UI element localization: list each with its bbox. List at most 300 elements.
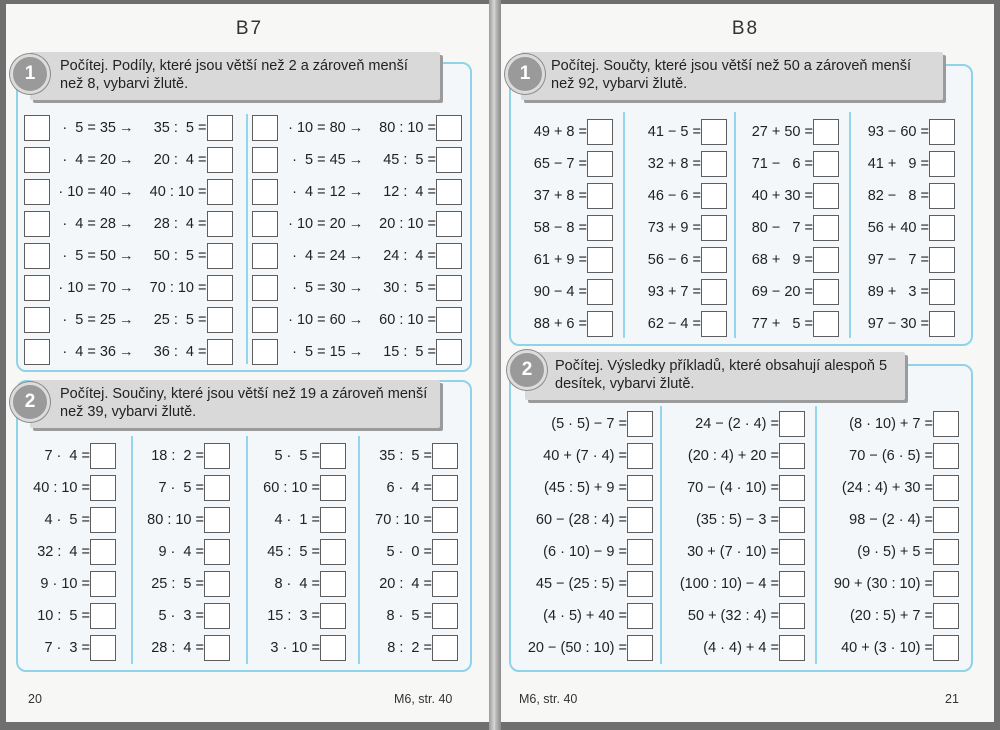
arrow-icon: → <box>119 184 134 200</box>
exercise-row <box>737 311 839 337</box>
exercise-row <box>511 183 613 209</box>
equation-text: · 5 = 35 <box>62 120 116 136</box>
answer-box[interactable] <box>933 411 959 437</box>
answer-box[interactable] <box>436 115 462 141</box>
equation-text: 93 − 60 = <box>867 124 929 140</box>
answer-box[interactable] <box>929 183 955 209</box>
answer-box[interactable] <box>207 211 233 237</box>
exercise-row <box>250 507 346 533</box>
equation-text: 77 + 5 = <box>751 316 813 332</box>
answer-box[interactable] <box>933 571 959 597</box>
equation-text: 12 : 4 = <box>383 184 436 200</box>
equation-text: 4 · 1 = <box>274 512 320 528</box>
equation-text: (35 : 5) − 3 = <box>695 512 779 528</box>
equation-text: 70 : 10 = <box>375 512 432 528</box>
equation-text: 40 + (7 · 4) = <box>543 448 627 464</box>
book-gutter <box>489 0 501 730</box>
answer-box[interactable] <box>627 635 653 661</box>
exercise-row <box>513 475 653 501</box>
exercise-row <box>513 571 653 597</box>
page-title: B8 <box>731 18 760 39</box>
equation-text: 97 − 30 = <box>867 316 929 332</box>
task-instruction: Počítej. Podíly, které jsou větší než 2 a zároveň menší než 8, vybarvi žlutě. <box>30 52 440 100</box>
exercise-row <box>134 475 230 501</box>
exercise-row <box>853 183 955 209</box>
equation-text: 24 : 4 = <box>383 248 436 264</box>
answer-box[interactable] <box>90 507 116 533</box>
exercise-row <box>819 443 959 469</box>
exercise-row <box>819 603 959 629</box>
answer-box[interactable] <box>320 603 346 629</box>
equation-text: (100 : 10) − 4 = <box>679 576 779 592</box>
equation-text: · 5 = 45 <box>292 152 346 168</box>
column-divider <box>246 436 248 664</box>
exercise-row <box>24 339 240 365</box>
answer-box[interactable] <box>779 411 805 437</box>
answer-box[interactable] <box>929 151 955 177</box>
exercise-row <box>513 411 653 437</box>
equation-text: 45 : 5 = <box>383 152 436 168</box>
answer-box[interactable] <box>24 243 50 269</box>
column-divider <box>246 114 248 364</box>
answer-box[interactable] <box>24 211 50 237</box>
answer-box[interactable] <box>587 279 613 305</box>
exercise-row <box>625 215 727 241</box>
exercise-row <box>737 183 839 209</box>
answer-box[interactable] <box>252 275 278 301</box>
answer-box[interactable] <box>320 475 346 501</box>
answer-box[interactable] <box>627 507 653 533</box>
exercise-row <box>24 179 240 205</box>
exercise-row <box>20 475 116 501</box>
exercise-row <box>625 247 727 273</box>
answer-box[interactable] <box>24 179 50 205</box>
exercise-row <box>511 151 613 177</box>
equation-text: 41 + 9 = <box>867 156 929 172</box>
exercise-row <box>362 507 458 533</box>
answer-box[interactable] <box>701 215 727 241</box>
exercise-row <box>362 443 458 469</box>
answer-box[interactable] <box>701 311 727 337</box>
exercise-row <box>665 635 805 661</box>
exercise-row <box>625 311 727 337</box>
answer-box[interactable] <box>627 603 653 629</box>
equation-text: (9 · 5) + 5 = <box>857 544 933 560</box>
arrow-icon: → <box>119 280 134 296</box>
answer-box[interactable] <box>933 603 959 629</box>
arrow-icon: → <box>119 216 134 232</box>
exercise-row <box>20 507 116 533</box>
arrow-icon: → <box>348 344 364 360</box>
footer-reference: M6, str. 40 <box>394 692 453 706</box>
column-divider <box>660 406 662 664</box>
answer-box[interactable] <box>320 635 346 661</box>
answer-box[interactable] <box>587 247 613 273</box>
task-number-badge: 2 <box>10 382 50 422</box>
exercise-row <box>252 211 462 237</box>
answer-box[interactable] <box>207 243 233 269</box>
equation-text: · 4 = 28 <box>62 216 116 232</box>
answer-box[interactable] <box>627 411 653 437</box>
exercise-row <box>819 507 959 533</box>
answer-box[interactable] <box>813 151 839 177</box>
answer-box[interactable] <box>779 475 805 501</box>
equation-text: 97 − 7 = <box>867 252 929 268</box>
exercise-row <box>250 571 346 597</box>
answer-box[interactable] <box>432 475 458 501</box>
equation-text: (4 · 4) + 4 = <box>703 640 779 656</box>
answer-box[interactable] <box>432 603 458 629</box>
equation-text: · 5 = 25 <box>62 312 116 328</box>
equation-text: · 5 = 15 <box>292 344 346 360</box>
equation-text: · 4 = 12 <box>292 184 346 200</box>
answer-box[interactable] <box>207 275 233 301</box>
answer-box[interactable] <box>701 247 727 273</box>
answer-box[interactable] <box>432 571 458 597</box>
answer-box[interactable] <box>207 339 233 365</box>
arrow-icon: → <box>119 312 134 328</box>
exercise-row <box>737 215 839 241</box>
answer-box[interactable] <box>779 635 805 661</box>
equation-text: 61 + 9 = <box>533 252 587 268</box>
equation-text: · 4 = 24 <box>292 248 346 264</box>
exercise-row <box>513 443 653 469</box>
equation-text: 15 : 3 = <box>267 608 320 624</box>
equation-text: 50 : 5 = <box>153 248 207 264</box>
exercise-row <box>24 115 240 141</box>
equation-text: 62 − 4 = <box>647 316 701 332</box>
answer-box[interactable] <box>204 539 230 565</box>
answer-box[interactable] <box>933 635 959 661</box>
equation-text: 56 − 6 = <box>647 252 701 268</box>
equation-text: 70 : 10 = <box>149 280 207 296</box>
equation-text: 9 · 4 = <box>158 544 204 560</box>
answer-box[interactable] <box>587 311 613 337</box>
answer-box[interactable] <box>813 279 839 305</box>
page-left <box>6 4 493 722</box>
answer-box[interactable] <box>207 115 233 141</box>
exercise-row <box>665 443 805 469</box>
exercise-row <box>134 539 230 565</box>
equation-text: · 4 = 36 <box>62 344 116 360</box>
answer-box[interactable] <box>432 443 458 469</box>
exercise-row <box>252 339 462 365</box>
task-instruction: Počítej. Součty, které jsou větší než 50 a zároveň menší než 92, vybarvi žlutě. <box>521 52 943 100</box>
equation-text: 60 − (28 : 4) = <box>535 512 627 528</box>
equation-text: 25 : 5 = <box>151 576 204 592</box>
answer-box[interactable] <box>627 443 653 469</box>
answer-box[interactable] <box>436 307 462 333</box>
equation-text: 40 : 10 = <box>149 184 207 200</box>
exercise-row <box>134 603 230 629</box>
exercise-row <box>853 311 955 337</box>
exercise-row <box>737 279 839 305</box>
equation-text: 5 · 0 = <box>386 544 432 560</box>
exercise-row <box>625 151 727 177</box>
answer-box[interactable] <box>587 151 613 177</box>
answer-box[interactable] <box>24 339 50 365</box>
equation-text: 27 + 50 = <box>751 124 813 140</box>
equation-text: 24 − (2 · 4) = <box>695 416 779 432</box>
answer-box[interactable] <box>320 507 346 533</box>
page-title: B7 <box>235 18 264 39</box>
answer-box[interactable] <box>813 247 839 273</box>
equation-text: 93 + 7 = <box>647 284 701 300</box>
equation-text: 41 − 5 = <box>647 124 701 140</box>
equation-text: 56 + 40 = <box>867 220 929 236</box>
answer-box[interactable] <box>933 539 959 565</box>
answer-box[interactable] <box>813 311 839 337</box>
answer-box[interactable] <box>701 183 727 209</box>
exercise-row <box>511 119 613 145</box>
answer-box[interactable] <box>701 119 727 145</box>
equation-text: 80 : 10 = <box>147 512 204 528</box>
arrow-icon: → <box>119 248 134 264</box>
column-divider <box>815 406 817 664</box>
task-number-badge: 1 <box>505 54 545 94</box>
answer-box[interactable] <box>436 211 462 237</box>
equation-text: 4 · 5 = <box>44 512 90 528</box>
equation-text: 8 · 4 = <box>274 576 320 592</box>
exercise-row <box>252 179 462 205</box>
exercise-row <box>665 475 805 501</box>
answer-box[interactable] <box>204 507 230 533</box>
equation-text: 5 · 3 = <box>158 608 204 624</box>
equation-text: 28 : 4 = <box>153 216 207 232</box>
exercise-row <box>665 411 805 437</box>
exercise-row <box>20 635 116 661</box>
equation-text: 88 + 6 = <box>533 316 587 332</box>
exercise-row <box>853 247 955 273</box>
exercise-row <box>511 279 613 305</box>
answer-box[interactable] <box>24 115 50 141</box>
answer-box[interactable] <box>627 571 653 597</box>
answer-box[interactable] <box>779 507 805 533</box>
answer-box[interactable] <box>929 247 955 273</box>
page-number: 20 <box>28 692 42 706</box>
equation-text: (8 · 10) + 7 = <box>849 416 933 432</box>
exercise-row <box>819 475 959 501</box>
equation-text: (45 : 5) + 9 = <box>543 480 627 496</box>
answer-box[interactable] <box>436 243 462 269</box>
arrow-icon: → <box>348 152 364 168</box>
exercise-row <box>252 275 462 301</box>
equation-text: · 10 = 60 <box>288 312 346 328</box>
arrow-icon: → <box>348 312 364 328</box>
answer-box[interactable] <box>252 307 278 333</box>
answer-box[interactable] <box>320 571 346 597</box>
answer-box[interactable] <box>432 539 458 565</box>
equation-text: · 10 = 80 <box>288 120 346 136</box>
answer-box[interactable] <box>207 307 233 333</box>
equation-text: 45 − (25 : 5) = <box>535 576 627 592</box>
arrow-icon: → <box>119 120 134 136</box>
answer-box[interactable] <box>587 119 613 145</box>
exercise-row <box>362 635 458 661</box>
answer-box[interactable] <box>252 339 278 365</box>
exercise-row <box>134 635 230 661</box>
answer-box[interactable] <box>436 339 462 365</box>
equation-text: 36 : 4 = <box>153 344 207 360</box>
equation-text: 30 : 5 = <box>383 280 436 296</box>
answer-box[interactable] <box>432 635 458 661</box>
equation-text: (24 : 4) + 30 = <box>841 480 933 496</box>
exercise-row <box>24 147 240 173</box>
answer-box[interactable] <box>929 279 955 305</box>
answer-box[interactable] <box>627 539 653 565</box>
exercise-row <box>737 247 839 273</box>
equation-text: 71 − 6 = <box>751 156 813 172</box>
answer-box[interactable] <box>929 215 955 241</box>
answer-box[interactable] <box>207 179 233 205</box>
answer-box[interactable] <box>587 215 613 241</box>
exercise-row <box>362 603 458 629</box>
exercise-row <box>665 603 805 629</box>
answer-box[interactable] <box>24 147 50 173</box>
exercise-row <box>513 507 653 533</box>
answer-box[interactable] <box>204 635 230 661</box>
answer-box[interactable] <box>929 119 955 145</box>
answer-box[interactable] <box>587 183 613 209</box>
equation-text: · 4 = 20 <box>62 152 116 168</box>
answer-box[interactable] <box>24 275 50 301</box>
equation-text: 73 + 9 = <box>647 220 701 236</box>
exercise-row <box>134 571 230 597</box>
task-number-badge: 2 <box>507 350 547 390</box>
equation-text: 82 − 8 = <box>867 188 929 204</box>
equation-text: (20 : 4) + 20 = <box>687 448 779 464</box>
equation-text: 69 − 20 = <box>751 284 813 300</box>
answer-box[interactable] <box>813 183 839 209</box>
answer-box[interactable] <box>432 507 458 533</box>
answer-box[interactable] <box>436 275 462 301</box>
equation-text: 9 · 10 = <box>40 576 90 592</box>
answer-box[interactable] <box>204 571 230 597</box>
answer-box[interactable] <box>90 635 116 661</box>
answer-box[interactable] <box>90 539 116 565</box>
answer-box[interactable] <box>779 443 805 469</box>
exercise-row <box>250 475 346 501</box>
answer-box[interactable] <box>207 147 233 173</box>
equation-text: 40 + 30 = <box>751 188 813 204</box>
answer-box[interactable] <box>252 115 278 141</box>
exercise-row <box>20 571 116 597</box>
answer-box[interactable] <box>436 147 462 173</box>
exercise-row <box>134 507 230 533</box>
equation-text: (5 · 5) − 7 = <box>551 416 627 432</box>
arrow-icon: → <box>119 152 134 168</box>
equation-text: 65 − 7 = <box>533 156 587 172</box>
equation-text: 40 : 10 = <box>33 480 90 496</box>
exercise-row <box>853 119 955 145</box>
exercise-row <box>853 151 955 177</box>
equation-text: 49 + 8 = <box>533 124 587 140</box>
exercise-row <box>252 243 462 269</box>
equation-text: 8 · 5 = <box>386 608 432 624</box>
answer-box[interactable] <box>90 475 116 501</box>
exercise-row <box>250 603 346 629</box>
equation-text: 60 : 10 = <box>379 312 436 328</box>
answer-box[interactable] <box>252 147 278 173</box>
page-right <box>497 4 994 722</box>
arrow-icon: → <box>348 120 364 136</box>
equation-text: 18 : 2 = <box>151 448 204 464</box>
answer-box[interactable] <box>701 279 727 305</box>
answer-box[interactable] <box>701 151 727 177</box>
answer-box[interactable] <box>90 571 116 597</box>
answer-box[interactable] <box>929 311 955 337</box>
equation-text: 70 − (4 · 10) = <box>687 480 779 496</box>
answer-box[interactable] <box>252 211 278 237</box>
equation-text: 50 + (32 : 4) = <box>687 608 779 624</box>
answer-box[interactable] <box>779 539 805 565</box>
equation-text: 20 : 4 = <box>379 576 432 592</box>
answer-box[interactable] <box>779 571 805 597</box>
task-instruction: Počítej. Výsledky příkladů, které obsahují alespoň 5 desítek, vybarvi žlutě. <box>525 352 905 400</box>
answer-box[interactable] <box>90 603 116 629</box>
equation-text: 37 + 8 = <box>533 188 587 204</box>
answer-box[interactable] <box>933 475 959 501</box>
answer-box[interactable] <box>813 119 839 145</box>
exercise-row <box>24 243 240 269</box>
answer-box[interactable] <box>436 179 462 205</box>
exercise-row <box>511 215 613 241</box>
answer-box[interactable] <box>320 443 346 469</box>
answer-box[interactable] <box>627 475 653 501</box>
exercise-row <box>853 279 955 305</box>
exercise-row <box>20 539 116 565</box>
answer-box[interactable] <box>204 443 230 469</box>
exercise-row <box>362 475 458 501</box>
exercise-row <box>362 539 458 565</box>
answer-box[interactable] <box>252 243 278 269</box>
exercise-row <box>134 443 230 469</box>
answer-box[interactable] <box>252 179 278 205</box>
equation-text: 68 + 9 = <box>751 252 813 268</box>
equation-text: 20 − (50 : 10) = <box>527 640 627 656</box>
exercise-row <box>24 307 240 333</box>
equation-text: 20 : 10 = <box>379 216 436 232</box>
exercise-row <box>511 247 613 273</box>
equation-text: (4 · 5) + 40 = <box>543 608 627 624</box>
equation-text: 98 − (2 · 4) = <box>849 512 933 528</box>
equation-text: 28 : 4 = <box>151 640 204 656</box>
answer-box[interactable] <box>24 307 50 333</box>
answer-box[interactable] <box>204 475 230 501</box>
equation-text: · 10 = 40 <box>58 184 116 200</box>
answer-box[interactable] <box>204 603 230 629</box>
answer-box[interactable] <box>933 507 959 533</box>
exercise-row <box>737 119 839 145</box>
answer-box[interactable] <box>90 443 116 469</box>
answer-box[interactable] <box>779 603 805 629</box>
arrow-icon: → <box>348 248 364 264</box>
equation-text: 46 − 6 = <box>647 188 701 204</box>
equation-text: 70 − (6 · 5) = <box>849 448 933 464</box>
equation-text: 7 · 3 = <box>44 640 90 656</box>
equation-text: 60 : 10 = <box>263 480 320 496</box>
equation-text: 6 · 4 = <box>386 480 432 496</box>
exercise-row <box>252 307 462 333</box>
answer-box[interactable] <box>320 539 346 565</box>
answer-box[interactable] <box>813 215 839 241</box>
column-divider <box>734 112 736 338</box>
answer-box[interactable] <box>933 443 959 469</box>
equation-text: 7 · 5 = <box>158 480 204 496</box>
equation-text: 3 · 10 = <box>270 640 320 656</box>
equation-text: 7 · 4 = <box>44 448 90 464</box>
equation-text: 40 + (3 · 10) = <box>841 640 933 656</box>
